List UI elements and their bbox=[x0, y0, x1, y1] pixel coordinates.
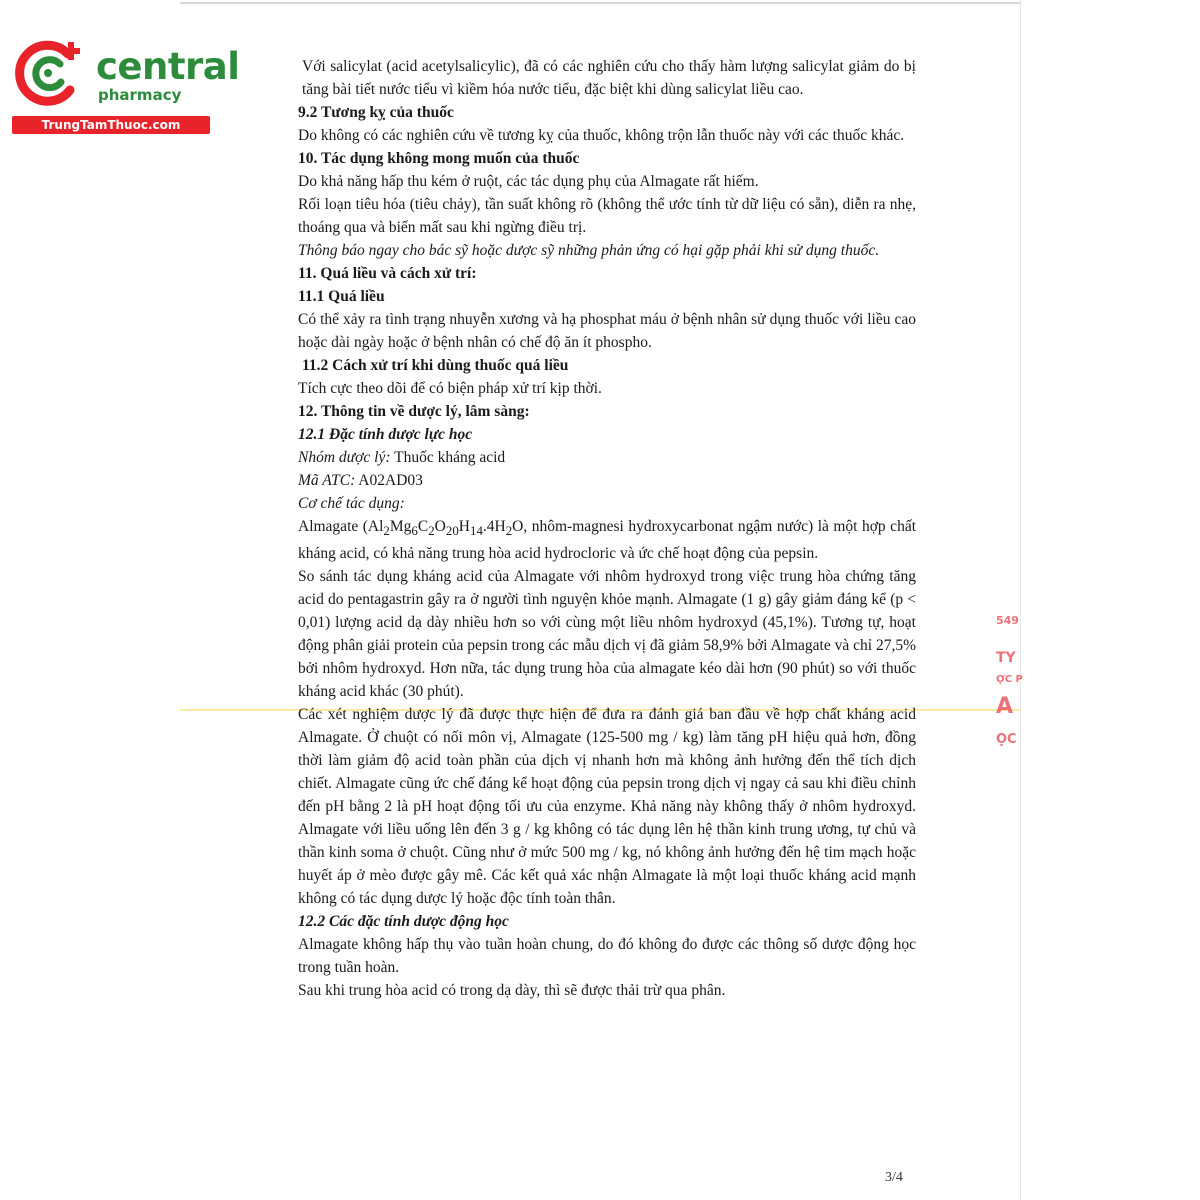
heading-12-1: 12.1 Đặc tính dược lực học bbox=[298, 426, 473, 443]
atc-code bbox=[298, 469, 916, 492]
document-body bbox=[298, 55, 916, 1002]
heading-9-2: 9.2 Tương kỵ của thuốc bbox=[298, 104, 454, 121]
stamp-text-5: ỌC bbox=[996, 732, 1017, 747]
mechanism-label: Cơ chế tác dụng: bbox=[298, 495, 405, 512]
group-label: Nhóm dược lý: bbox=[298, 449, 391, 466]
paragraph-9-2: Do không có các nghiên cứu về tương kỵ của thuốc, không trộn lẫn thuốc này với các thuốc khác. bbox=[298, 127, 905, 144]
pharmacological-group bbox=[298, 446, 916, 469]
logo-c-cross-icon bbox=[10, 38, 92, 108]
atc-label: Mã ATC: bbox=[298, 472, 356, 489]
stamp-text-3: ỢC P bbox=[996, 674, 1023, 685]
paragraph-12-2-b: Sau khi trung hòa acid có trong dạ dày, thì sẽ được thải trừ qua phân. bbox=[298, 982, 726, 1000]
heading-11: 11. Quá liều và cách xử trí: bbox=[298, 265, 477, 282]
scan-edge-top bbox=[180, 2, 1020, 4]
paragraph-mechanism bbox=[298, 515, 916, 565]
paragraph-salicylat: Với salicylat (acid acetylsalicylic), đã có các nghiên cứu cho thấy hàm lượng salicylat giảm do bị tăng bài tiết nước tiểu vì kiềm hóa nước tiểu, đặc biệt khi dùng salicylat liều cao. bbox=[302, 58, 916, 98]
central-pharmacy-logo[interactable] bbox=[10, 38, 240, 138]
heading-11-1: 11.1 Quá liều bbox=[298, 288, 385, 305]
logo-brand-name: central bbox=[96, 45, 240, 88]
logo-subtitle: pharmacy bbox=[98, 86, 182, 104]
atc-value: A02AD03 bbox=[355, 472, 423, 489]
heading-11-2: 11.2 Cách xử trí khi dùng thuốc quá liều bbox=[302, 357, 569, 374]
stamp-text-1: 549 bbox=[996, 614, 1019, 627]
paragraph-pharmacological-tests: Các xét nghiệm dược lý đã được thực hiện để đưa ra đánh giá ban đầu về hợp chất kháng acid Almagate. Ở chuột có nối môn vị, Almagate (125-500 mg / kg) làm tăng pH hiệu quả hơn, đồng thời làm giảm độ acid toàn phần của dịch vị nhanh hơn mà không ảnh hưởng đến thể tích dịch chiết. Almagate cũng ức chế đáng kể hoạt động của pepsin trong dịch vị ngay cả sau khi điều chỉnh đến pH bằng 2 là pH hoạt động tối ưu của enzyme. Khả năng này không thấy ở nhôm hydroxyd. Almagate với liều uống lên đến 3 g / kg không có tác dụng lên hệ thần kinh trung ương, tự chủ và thần kinh soma ở chuột. Cũng như ở mức 500 mg / kg, nó không ảnh hưởng đến hệ tim mạch hoặc huyết áp ở mèo được gây mê. Các kết quả xác nhận Almagate là một loại thuốc kháng acid mạnh không có tác dụng dược lý hoặc độc tính toàn thân. bbox=[298, 706, 916, 908]
mechanism-text-b: , nhôm-magnesi hydroxycarbonat ngậm nước) là một hợp chất kháng acid, có khả năng trung hòa acid hydrocloric và ức chế hoạt động của pepsin. bbox=[298, 518, 916, 563]
heading-12-2: 12.2 Các đặc tính dược động học bbox=[298, 913, 509, 931]
paragraph-comparison: So sánh tác dụng kháng acid của Almagate với nhôm hydroxyd trong việc trung hòa chứng tăng acid do pentagastrin gây ra ở người tình nguyện khỏe mạnh. Almagate (1 g) gây giảm đáng kể (p < 0,01) lượng acid dạ dày nhiều hơn so với cùng một liều nhôm hydroxyd (45,1%). Tương tự, hoạt động phân giải protein của pepsin trong các mẫu dịch vị đã giảm 58,9% bởi Almagate và chỉ 27,5% bởi nhôm hydroxyd. Hơn nữa, tác dụng trung hòa của almagate kéo dài hơn (90 phút) so với thuốc kháng acid khác (30 phút). bbox=[298, 568, 916, 701]
chemical-formula: $Al_2Mg_6C_2O_{20}H_{14}.4H_2O$ bbox=[367, 518, 524, 539]
paragraph-11-2: Tích cực theo dõi để có biện pháp xử trí kịp thời. bbox=[298, 380, 602, 397]
paragraph-11-1: Có thể xảy ra tình trạng nhuyễn xương và hạ phosphat máu ở bệnh nhân sử dụng thuốc với liều cao hoặc dài ngày hoặc ở bệnh nhân có chế độ ăn ít phospho. bbox=[298, 311, 916, 351]
heading-12: 12. Thông tin về dược lý, lâm sàng: bbox=[298, 403, 530, 420]
group-value: Thuốc kháng acid bbox=[390, 449, 506, 466]
paragraph-10-b: Rối loạn tiêu hóa (tiêu chảy), tần suất không rõ (không thể ước tính từ dữ liệu có sẵn), diễn ra nhẹ, thoáng qua và biến mất sau khi ngừng điều trị. bbox=[298, 196, 916, 236]
mechanism-text-a: Almagate ( bbox=[298, 518, 368, 535]
paragraph-10-a: Do khả năng hấp thu kém ở ruột, các tác dụng phụ của Almagate rất hiếm. bbox=[298, 173, 759, 190]
heading-10: 10. Tác dụng không mong muốn của thuốc bbox=[298, 150, 580, 167]
scan-edge-right bbox=[1020, 0, 1021, 1200]
page-number: 3/4 bbox=[885, 1170, 903, 1185]
stamp-text-4: A bbox=[996, 694, 1014, 719]
red-stamp-fragment bbox=[992, 608, 1024, 768]
paragraph-12-2-a: Almagate không hấp thụ vào tuần hoàn chung, do đó không đo được các thông số dược động học trong tuần hoàn. bbox=[298, 936, 916, 977]
stamp-text-2: TY bbox=[996, 650, 1016, 666]
paragraph-10-notice: Thông báo ngay cho bác sỹ hoặc dược sỹ những phản ứng có hại gặp phải khi sử dụng thuốc. bbox=[298, 242, 880, 259]
logo-website: TrungTamThuoc.com bbox=[12, 116, 210, 134]
